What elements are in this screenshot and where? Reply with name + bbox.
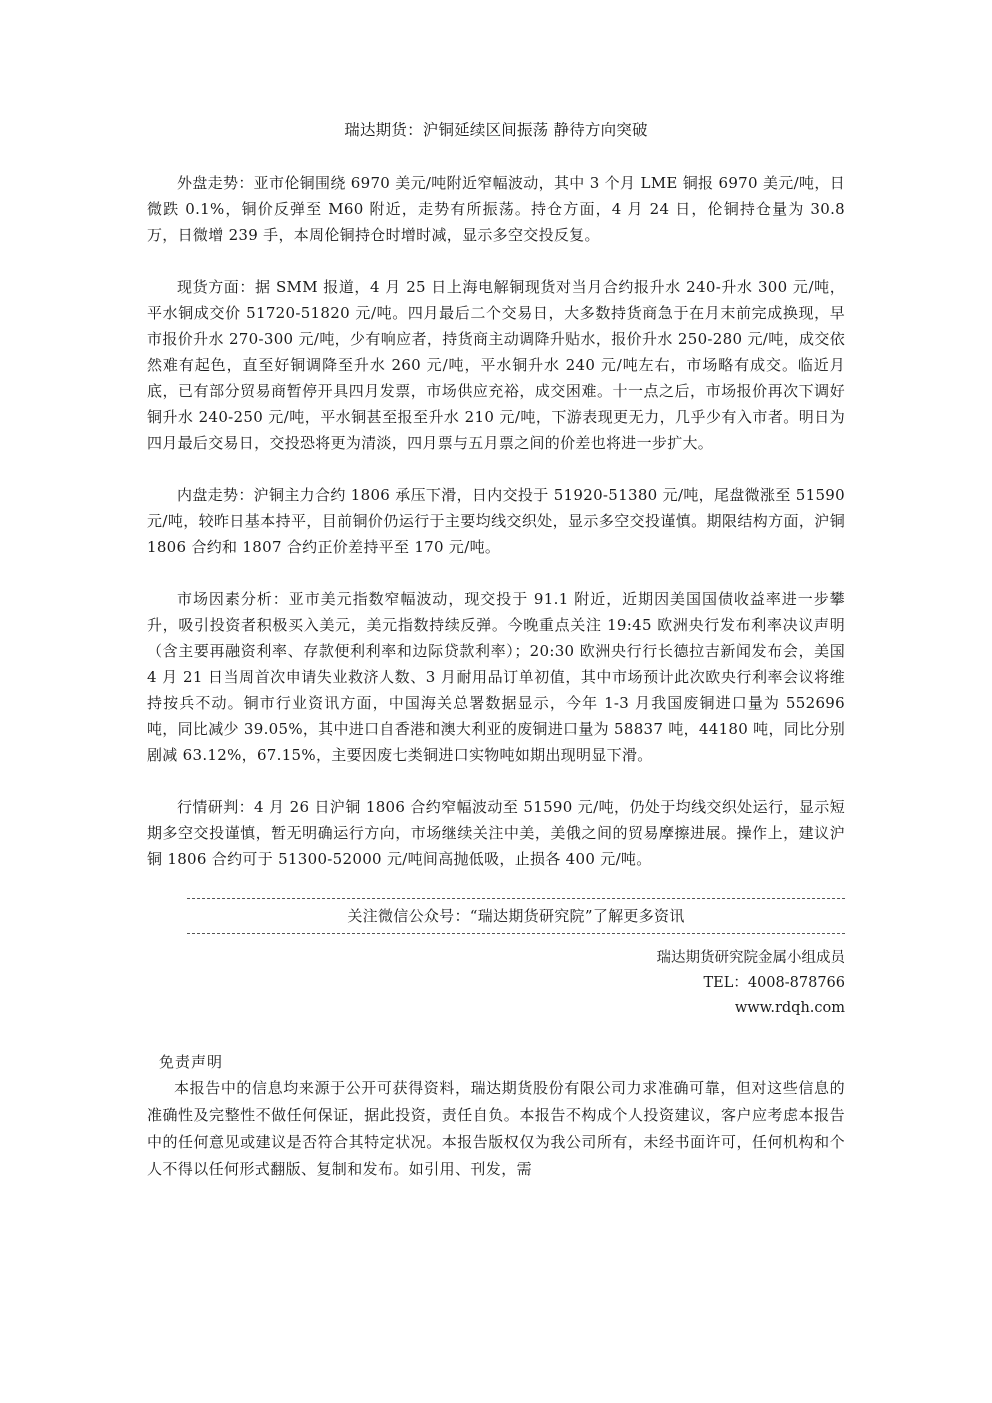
paragraph-spot-market: 现货方面：据 SMM 报道，4 月 25 日上海电解铜现货对当月合约报升水 240-升水 300 元/吨，平水铜成交价 51720-51820 元/吨。四月最后二个交易日，大多数持货商急于在月末前完成换现，早市报价升水 270-300 元/吨，少有响应者，持货商主动调降升贴水，报价升水 250-280 元/吨，成交依然难有起色，直至好铜调降至升水 260 元/吨，平水铜升水 240 元/吨左右，市场略有成交。临近月底，已有部分贸易商暂停开具四月发票，市场供应充裕，成交困难。十一点之后，市场报价再次下调好铜升水 240-250 元/吨，平水铜甚至报至升水 210 元/吨，下游表现更无力，几乎少有入市者。明日为四月最后交易日，交投恐将更为清淡，四月票与五月票之间的价差也将进一步扩大。 xyxy=(147,278,845,452)
wechat-notice: 关注微信公众号：“瑞达期货研究院”了解更多资讯 xyxy=(347,907,685,925)
divider-top xyxy=(187,898,845,899)
contact-tel: TEL：4008-878766 xyxy=(703,975,845,991)
disclaimer-text: 本报告中的信息均来源于公开可获得资料，瑞达期货股份有限公司力求准确可靠，但对这些信息的准确性及完整性不做任何保证，据此投资，责任自负。本报告不构成个人投资建议，客户应考虑本报告中的任何意见或建议是否符合其特定状况。本报告版权仅为我公司所有，未经书面许可，任何机构和个人不得以任何形式翻版、复制和发布。如引用、刊发，需 xyxy=(147,1079,845,1178)
page-title: 瑞达期货：沪铜延续区间振荡 静待方向突破 xyxy=(344,121,648,139)
paragraph-domestic-market: 内盘走势：沪铜主力合约 1806 承压下滑，日内交投于 51920-51380 元/吨，尾盘微涨至 51590 元/吨，较昨日基本持平，目前铜价仍运行于主要均线交织处，显示多空交投谨慎。期限结构方面，沪铜 1806 合约和 1807 合约正价差持平至 170 元/吨。 xyxy=(147,486,845,556)
disclaimer-title: 免责声明 xyxy=(159,1053,224,1071)
paragraph-market-factors: 市场因素分析：亚市美元指数窄幅波动，现交投于 91.1 附近，近期因美国国债收益率进一步攀升，吸引投资者积极买入美元，美元指数持续反弹。今晚重点关注 19:45 欧洲央行发布利率决议声明（含主要再融资利率、存款便利利率和边际贷款利率）；20:30 欧洲央行行长德拉吉新闻发布会，美国 4 月 21 日当周首次申请失业救济人数、3 月耐用品订单初值，其中市场预计此次欧央行利率会议将维持按兵不动。铜市行业资讯方面，中国海关总署数据显示，今年 1-3 月我国废铜进口量为 552696 吨，同比减少 39.05%，其中进口自香港和澳大利亚的废铜进口量为 58837 吨，44180 吨，同比分别剧减 63.12%，67.15%，主要因废七类铜进口实物吨如期出现明显下滑。 xyxy=(147,590,845,764)
contact-team: 瑞达期货研究院金属小组成员 xyxy=(656,950,845,966)
document-page xyxy=(147,118,845,1183)
paragraph-overseas-market: 外盘走势：亚市伦铜围绕 6970 美元/吨附近窄幅波动，其中 3 个月 LME 铜报 6970 美元/吨，日微跌 0.1%，铜价反弹至 M60 附近，走势有所振荡。持仓方面，4 月 24 日，伦铜持仓量为 30.8 万，日微增 239 手，本周伦铜持仓时增时减，显示多空交投反复。 xyxy=(147,174,845,244)
paragraph-outlook: 行情研判：4 月 26 日沪铜 1806 合约窄幅波动至 51590 元/吨，仍处于均线交织处运行，显示短期多空交投谨慎，暂无明确运行方向，市场继续关注中美，美俄之间的贸易摩擦进展。操作上，建议沪铜 1806 合约可于 51300-52000 元/吨间高抛低吸，止损各 400 元/吨。 xyxy=(147,798,845,868)
contact-block xyxy=(147,946,845,1021)
contact-web: www.rdqh.com xyxy=(734,1000,845,1016)
divider-bottom xyxy=(187,933,845,934)
